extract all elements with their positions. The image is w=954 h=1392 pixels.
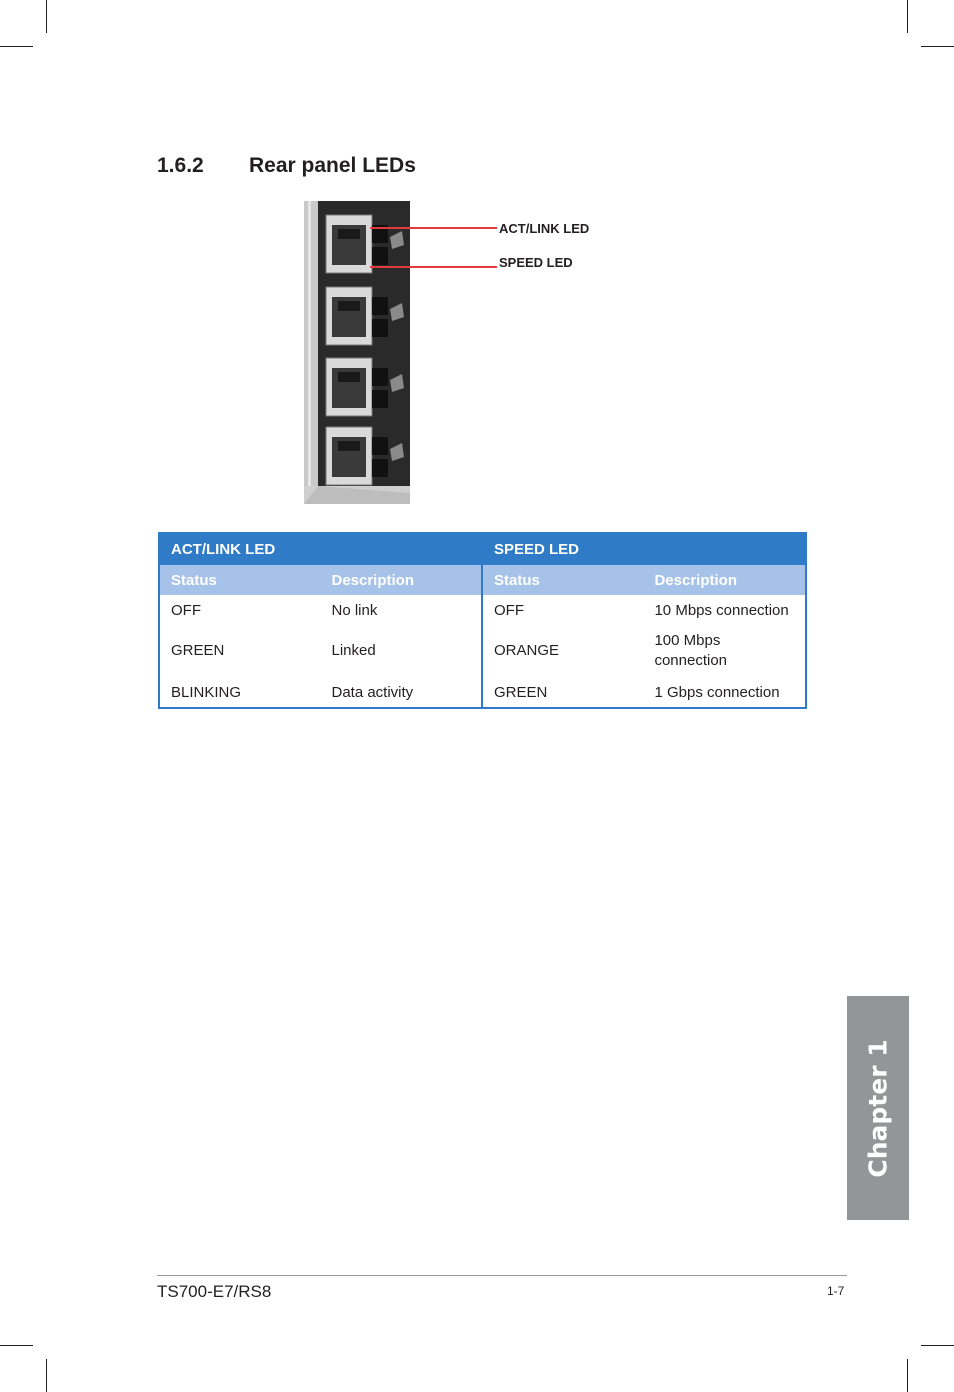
table-cell: No link [331, 601, 378, 619]
crop-mark [46, 1359, 47, 1392]
table-column-header-row [159, 565, 806, 595]
crop-mark [921, 1345, 954, 1346]
table-cell: 10 Mbps connection [654, 601, 789, 619]
section-heading [157, 154, 416, 178]
crop-mark [0, 46, 33, 47]
table-cell: GREEN [482, 677, 643, 708]
led-status-table [158, 532, 807, 709]
chapter-tab-label: Chapter 1 [863, 1038, 893, 1178]
speed-callout-line [370, 266, 497, 268]
footer-model: TS700-E7/RS8 [157, 1282, 272, 1301]
column-header: Description [643, 565, 806, 595]
table-cell: 1 Gbps connection [654, 683, 780, 701]
table-row [159, 677, 806, 708]
chapter-tab-label-wrap [847, 996, 909, 1220]
table-cell: 100 Mbps connection [654, 632, 728, 669]
crop-mark [46, 0, 47, 33]
section-number: 1.6.2 [157, 154, 204, 177]
table-cell: OFF [482, 595, 643, 625]
group-header-speed: SPEED LED [482, 533, 806, 565]
table-cell: Data activity [331, 683, 414, 701]
speed-led-label: SPEED LED [499, 255, 573, 270]
table-cell: GREEN [171, 642, 225, 659]
crop-mark [907, 0, 908, 33]
table-cell: Linked [331, 642, 376, 659]
column-header: Description [320, 565, 482, 595]
act-link-callout-line [370, 227, 497, 229]
table-cell: ORANGE [482, 625, 643, 677]
footer-divider [157, 1275, 847, 1276]
column-header: Status [482, 565, 643, 595]
table-cell: BLINKING [171, 683, 242, 701]
section-title: Rear panel LEDs [249, 154, 416, 177]
crop-mark [0, 1345, 33, 1346]
table-cell: OFF [171, 601, 201, 619]
crop-mark [921, 46, 954, 47]
table-group-header-row [159, 533, 806, 565]
table-row [159, 595, 806, 625]
act-link-led-label: ACT/LINK LED [499, 221, 590, 236]
table-row [159, 625, 806, 677]
group-header-act-link: ACT/LINK LED [159, 533, 482, 565]
footer-page-number: 1-7 [827, 1284, 845, 1298]
crop-mark [907, 1359, 908, 1392]
rear-panel-lan-photo [304, 201, 410, 504]
column-header: Status [159, 565, 320, 595]
